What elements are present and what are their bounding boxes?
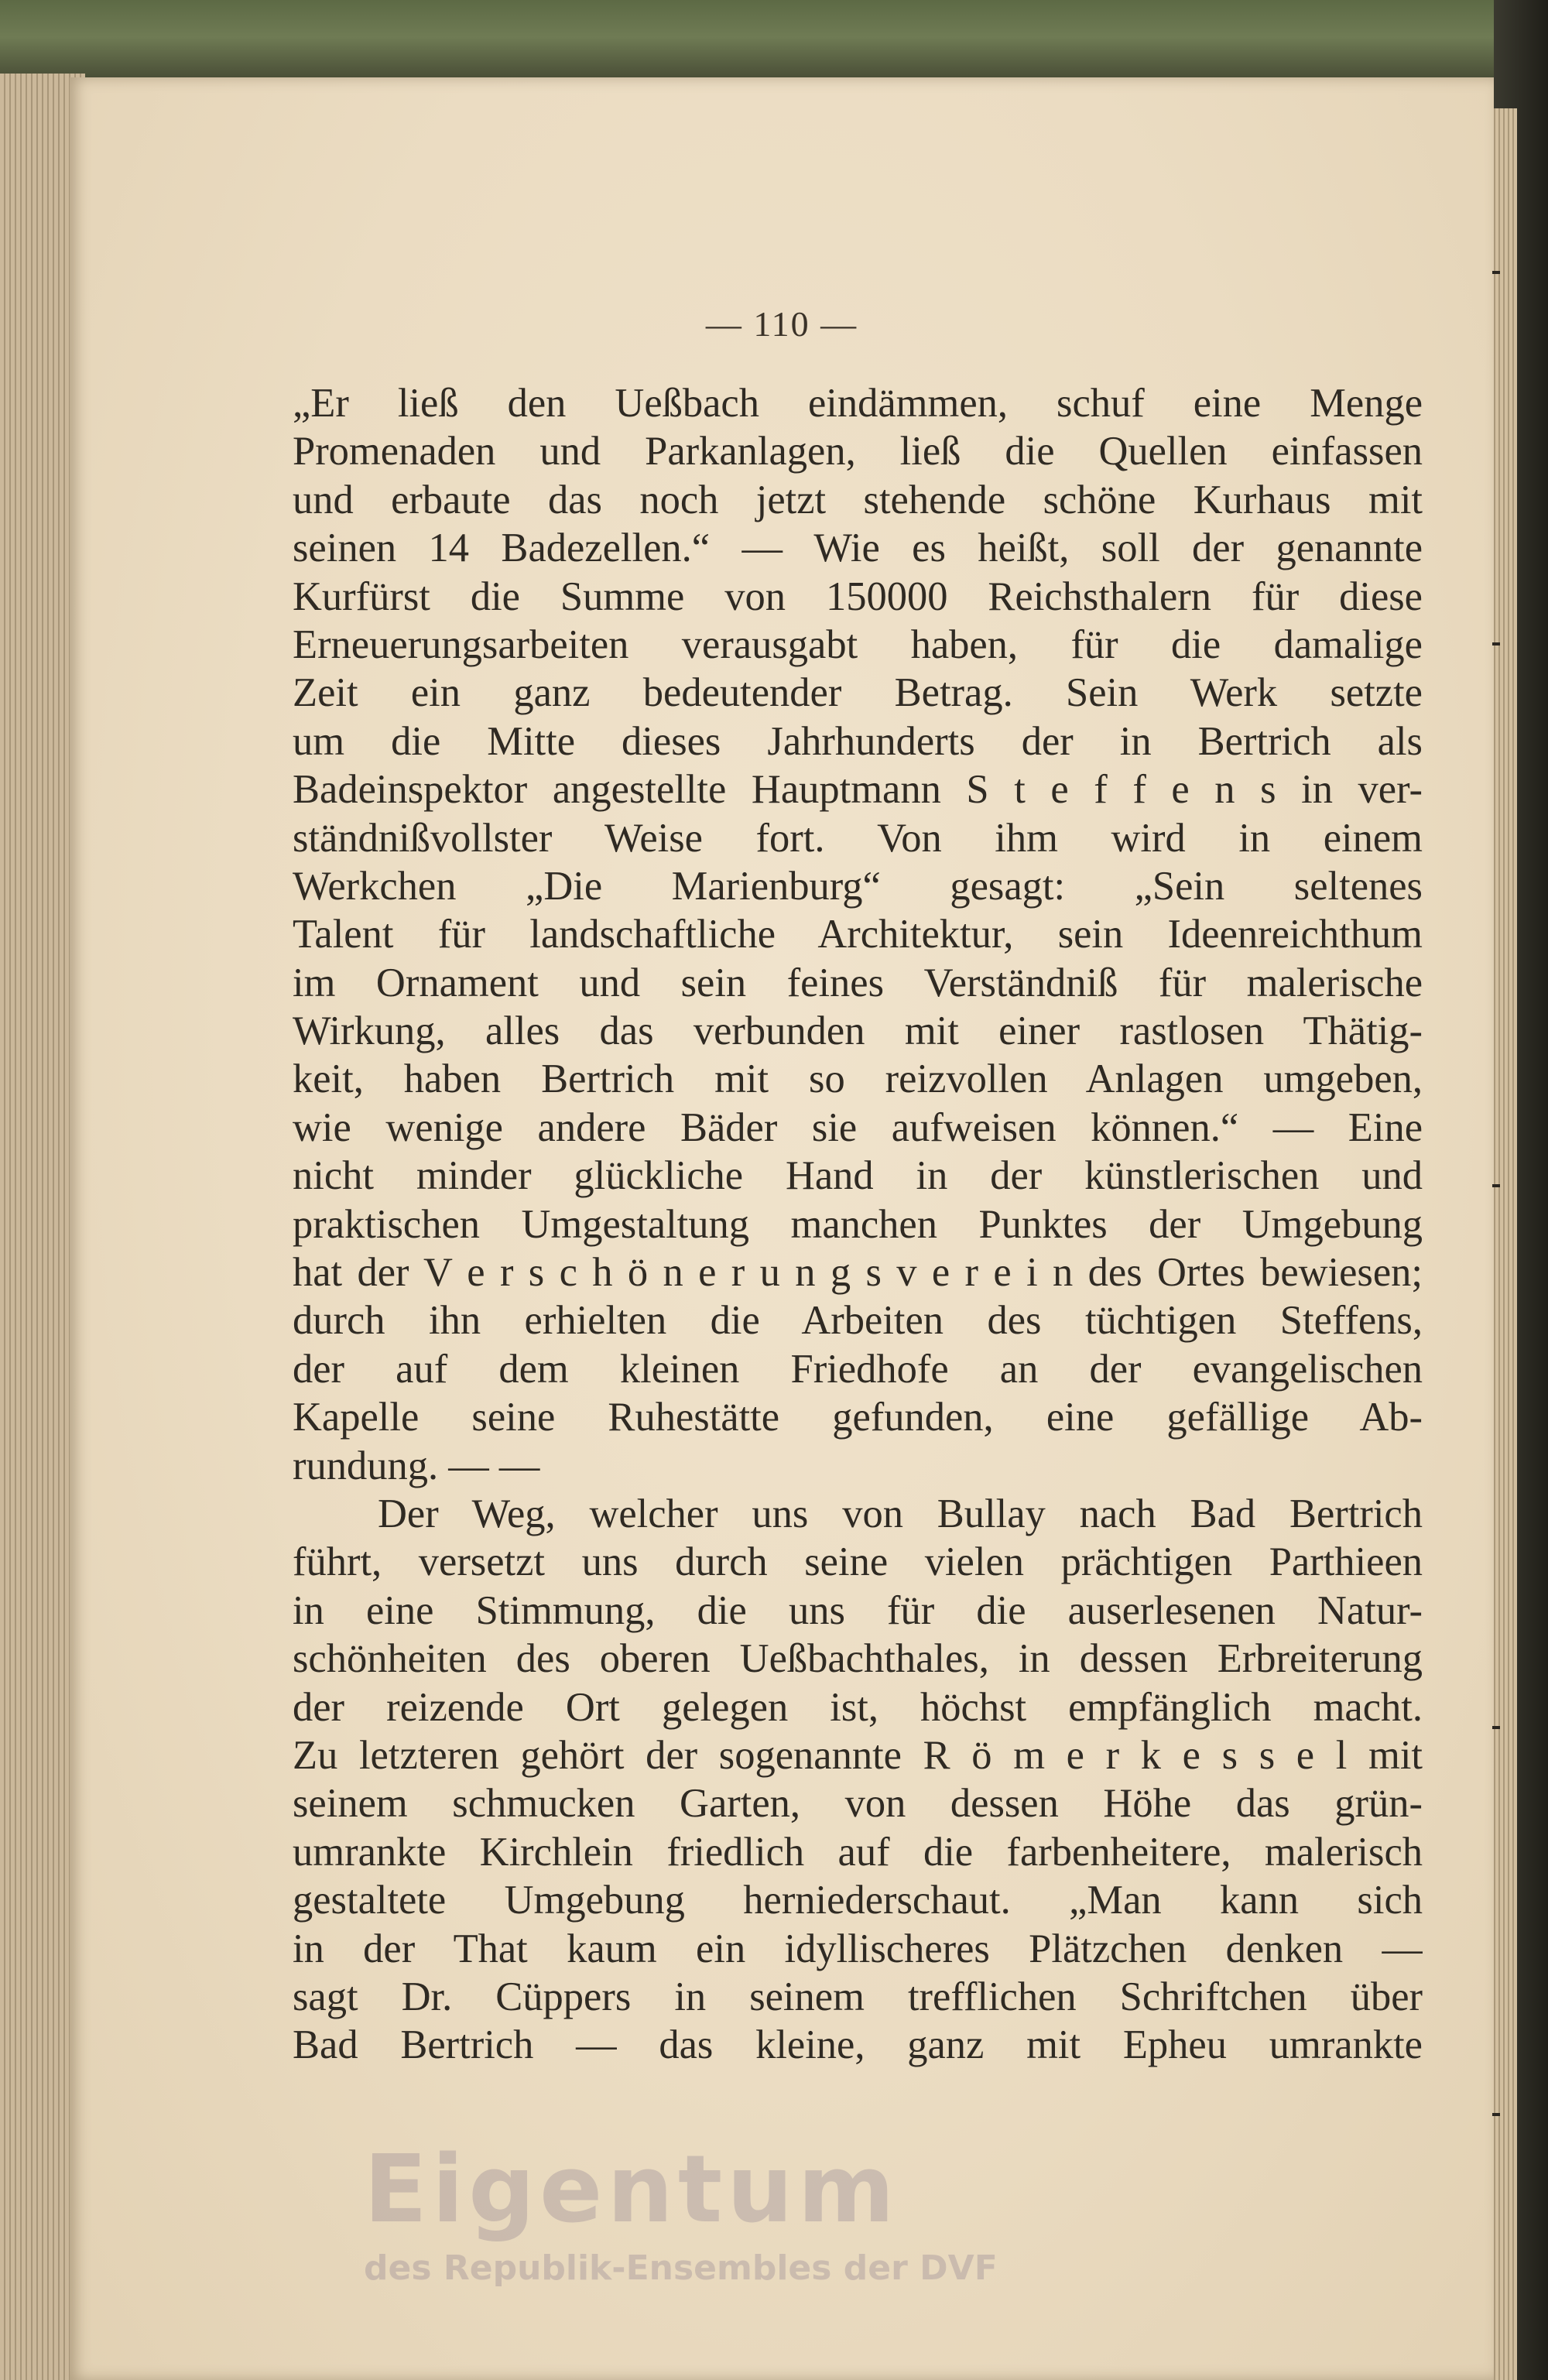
page-edge-mark [1492,271,1500,274]
text-line: Zu letzteren gehört der sogenannte R ö m e r k e s s e l mit [293,1732,1423,1778]
text-line: gestaltete Umgebung herniederschaut. „Man kann sich [293,1878,1423,1923]
text-line: umrankte Kirchlein friedlich auf die farbenheitere, malerisch [293,1829,1423,1875]
text-line: hat der V e r s c h ö n e r u n g s v e r e i n des Ortes bewiesen; [293,1250,1423,1296]
text-line: nicht minder glückliche Hand in der künstlerischen und [293,1153,1423,1199]
stamp-line-2: des Republik-Ensembles der DVF [364,2248,998,2288]
body-text [293,379,1423,2070]
text-line: rundung. — — [293,1443,540,1488]
text-line: durch ihn erhielten die Arbeiten des tüchtigen Steffens, [293,1298,1423,1344]
text-line: führt, versetzt uns durch seine vielen prächtigen Parthieen [293,1539,1423,1585]
page-number: — 110 — [705,304,858,344]
text-line: der reizende Ort gelegen ist, höchst empfänglich macht. [293,1684,1423,1730]
page-edge-mark [1492,1726,1500,1729]
text-line: Wirkung, alles das verbunden mit einer rastlosen Thätig- [293,1009,1423,1054]
text-line: in der That kaum ein idyllischeres Plätzchen denken — [293,1926,1423,1971]
text-line: keit, haben Bertrich mit so reizvollen Anlagen umgeben, [293,1056,1423,1102]
text-line: Kurfürst die Summe von 150000 Reichsthalern für diese [293,574,1423,619]
text-line: Promenaden und Parkanlagen, ließ die Quellen einfassen [293,429,1423,474]
library-stamp [364,2136,1060,2337]
text-line: „Er ließ den Ueßbach eindämmen, schuf eine Menge [293,381,1423,426]
text-line: praktischen Umgestaltung manchen Punktes der Umgebung [293,1201,1423,1247]
text-line: Bad Bertrich — das kleine, ganz mit Epheu umrankte [293,2022,1423,2068]
text-line: Badeinspektor angestellte Hauptmann S t e f f e n s in ver- [293,767,1423,813]
text-line: und erbaute das noch jetzt stehende schöne Kurhaus mit [293,477,1423,522]
text-line: seinen 14 Badezellen.“ — Wie es heißt, soll der genannte [293,526,1423,571]
text-line: Talent für landschaftliche Architektur, sein Ideenreichthum [293,912,1423,957]
text-line: um die Mitte dieses Jahrhunderts der in Bertrich als [293,718,1423,764]
text-line: im Ornament und sein feines Verständniß für malerische [293,960,1423,1005]
text-line: der auf dem kleinen Friedhofe an der evangelischen [293,1346,1423,1392]
text-line: in eine Stimmung, die uns für die auserlesenen Natur- [293,1587,1423,1633]
page-edge-mark [1492,2113,1500,2116]
page-edge-mark [1492,642,1500,646]
text-line: Erneuerungsarbeiten verausgabt haben, für die damalige [293,622,1423,667]
text-line: wie wenige andere Bäder sie aufweisen können.“ — Eine [293,1104,1423,1150]
text-line: Werkchen „Die Marienburg“ gesagt: „Sein seltenes [293,863,1423,909]
text-line: Zeit ein ganz bedeutender Betrag. Sein Werk setzte [293,670,1423,716]
text-line: seinem schmucken Garten, von dessen Höhe das grün- [293,1781,1423,1827]
page-edge-mark [1492,1184,1500,1187]
text-line: schönheiten des oberen Ueßbachthales, in dessen Erbreiterung [293,1636,1423,1682]
text-line: sagt Dr. Cüppers in seinem trefflichen Schriftchen über [293,1974,1423,2019]
text-line: ständnißvollster Weise fort. Von ihm wird in einem [293,815,1423,861]
book-page [70,77,1494,2380]
text-line: Kapelle seine Ruhestätte gefunden, eine gefällige Ab- [293,1395,1423,1440]
text-line: Der Weg, welcher uns von Bullay nach Bad Bertrich [378,1491,1423,1536]
stamp-line-1: Eigentum [364,2136,899,2244]
